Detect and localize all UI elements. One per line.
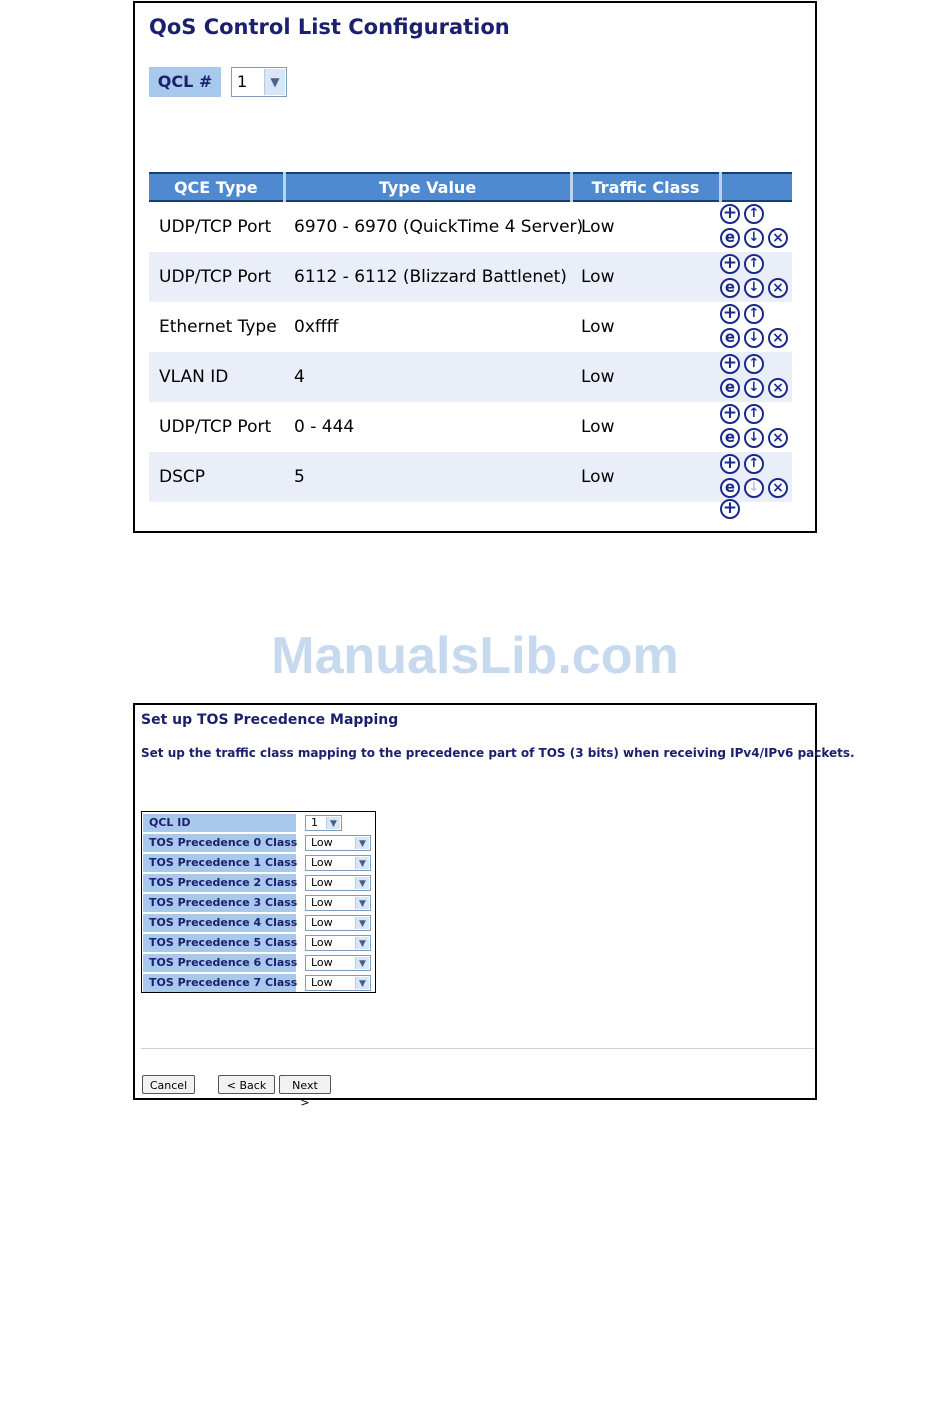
tos-precedence-class-select[interactable] xyxy=(305,955,371,971)
tos-precedence-panel xyxy=(133,703,855,1109)
qcl-id-value: 1 xyxy=(311,816,318,829)
tos-mapping-table xyxy=(141,811,376,993)
arrow-down-circle-icon[interactable]: ↓ xyxy=(744,378,764,398)
chevron-down-icon: ▼ xyxy=(355,837,369,849)
qcl-id-row xyxy=(143,813,374,833)
tos-page-title: Set up TOS Precedence Mapping xyxy=(141,712,399,728)
type-value-cell: 6112 - 6112 (Blizzard Battlenet) xyxy=(284,252,571,302)
tos-precedence-row xyxy=(143,873,374,893)
arrow-up-circle-icon[interactable]: ↑ xyxy=(744,254,764,274)
plus-circle-icon[interactable]: + xyxy=(720,204,740,224)
header-traffic-class: Traffic Class xyxy=(571,173,720,201)
qce-table-header xyxy=(149,173,792,201)
arrow-down-circle-icon[interactable]: ↓ xyxy=(744,278,764,298)
traffic-class-cell: Low xyxy=(581,217,615,237)
row-action-icons xyxy=(720,354,792,400)
tos-description: Set up the traffic class mapping to the precedence part of TOS (3 bits) when receiving IPv4/IPv6 packets. xyxy=(141,746,855,760)
row-action-icons xyxy=(720,404,792,450)
header-actions xyxy=(720,173,792,201)
qce-table-row xyxy=(149,201,792,252)
qce-type-cell: UDP/TCP Port xyxy=(159,217,272,237)
plus-circle-icon[interactable]: + xyxy=(720,254,740,274)
row-actions xyxy=(720,201,792,252)
plus-circle-icon[interactable]: + xyxy=(720,404,740,424)
chevron-down-icon: ▼ xyxy=(355,877,369,889)
tos-precedence-label: TOS Precedence 5 Class xyxy=(143,934,296,952)
tos-precedence-class-select[interactable] xyxy=(305,915,371,931)
plus-circle-icon[interactable]: + xyxy=(720,454,740,474)
row-actions xyxy=(720,402,792,452)
arrow-up-circle-icon[interactable]: ↑ xyxy=(744,304,764,324)
tos-precedence-class-value: Low xyxy=(311,916,333,929)
x-circle-icon[interactable]: × xyxy=(768,378,788,398)
plus-circle-icon[interactable]: + xyxy=(720,354,740,374)
edit-circle-icon[interactable]: e xyxy=(720,478,740,498)
row-action-icons xyxy=(720,254,792,300)
tos-precedence-class-value: Low xyxy=(311,856,333,869)
row-action-icons xyxy=(720,204,792,250)
tos-precedence-row xyxy=(143,973,374,993)
x-circle-icon[interactable]: × xyxy=(768,428,788,448)
traffic-class-cell: Low xyxy=(571,352,720,402)
tos-precedence-class-select[interactable] xyxy=(305,895,371,911)
x-circle-icon[interactable]: × xyxy=(768,328,788,348)
x-circle-icon[interactable]: × xyxy=(768,278,788,298)
qce-table-row xyxy=(149,252,792,302)
chevron-down-icon: ▼ xyxy=(326,817,340,829)
row-actions xyxy=(720,302,792,352)
page-title: QoS Control List Configuration xyxy=(149,15,510,39)
row-actions xyxy=(720,252,792,302)
separator-line xyxy=(141,1048,815,1049)
chevron-down-icon: ▼ xyxy=(264,69,285,95)
tos-precedence-row xyxy=(143,893,374,913)
header-qce-type: QCE Type xyxy=(149,173,284,201)
traffic-class-cell: Low xyxy=(571,252,720,302)
tos-precedence-class-select[interactable] xyxy=(305,975,371,991)
chevron-down-icon: ▼ xyxy=(355,937,369,949)
x-circle-icon[interactable]: × xyxy=(768,478,788,498)
tos-precedence-label: TOS Precedence 0 Class xyxy=(143,834,296,852)
qcl-id-select[interactable] xyxy=(305,815,342,831)
arrow-down-circle-icon[interactable]: ↓ xyxy=(744,328,764,348)
tos-precedence-row xyxy=(143,853,374,873)
tos-precedence-row xyxy=(143,933,374,953)
traffic-class-cell: Low xyxy=(581,317,615,337)
tos-precedence-class-value: Low xyxy=(311,896,333,909)
traffic-class-cell: Low xyxy=(571,452,720,502)
qce-table-row xyxy=(149,352,792,402)
tos-precedence-label: TOS Precedence 4 Class xyxy=(143,914,296,932)
arrow-up-circle-icon[interactable]: ↑ xyxy=(744,404,764,424)
tos-precedence-row xyxy=(143,833,374,853)
tos-precedence-label: TOS Precedence 1 Class xyxy=(143,854,296,872)
qcl-number-value: 1 xyxy=(237,72,248,91)
tos-precedence-class-select[interactable] xyxy=(305,875,371,891)
chevron-down-icon: ▼ xyxy=(355,857,369,869)
qce-type-cell: UDP/TCP Port xyxy=(159,417,272,437)
type-value-cell: 6970 - 6970 (QuickTime 4 Server) xyxy=(294,217,584,237)
plus-circle-icon[interactable]: + xyxy=(720,304,740,324)
arrow-up-circle-icon[interactable]: ↑ xyxy=(744,454,764,474)
tos-precedence-class-value: Low xyxy=(311,836,333,849)
tos-precedence-row xyxy=(143,953,374,973)
tos-precedence-class-value: Low xyxy=(311,936,333,949)
tos-precedence-row xyxy=(143,913,374,933)
tos-precedence-class-value: Low xyxy=(311,956,333,969)
tos-precedence-class-select[interactable] xyxy=(305,935,371,951)
tos-precedence-label: TOS Precedence 3 Class xyxy=(143,894,296,912)
row-action-icons xyxy=(720,454,792,500)
qce-table-row xyxy=(149,302,792,352)
chevron-down-icon: ▼ xyxy=(355,917,369,929)
qcl-number-label: QCL # xyxy=(149,67,221,97)
edit-circle-icon[interactable]: e xyxy=(720,378,740,398)
tos-precedence-class-value: Low xyxy=(311,976,333,989)
qcl-number-select[interactable] xyxy=(231,67,287,97)
qcl-id-label: QCL ID xyxy=(143,814,296,832)
x-circle-icon[interactable]: × xyxy=(768,228,788,248)
row-actions xyxy=(720,452,792,502)
traffic-class-cell: Low xyxy=(581,417,615,437)
arrow-down-circle-icon[interactable]: ↓ xyxy=(744,228,764,248)
arrow-up-circle-icon[interactable]: ↑ xyxy=(744,354,764,374)
qos-control-list-panel xyxy=(133,1,817,533)
qce-table-row xyxy=(149,402,792,452)
arrow-down-circle-icon: ↓ xyxy=(744,478,764,498)
edit-circle-icon[interactable]: e xyxy=(720,328,740,348)
edit-circle-icon[interactable]: e xyxy=(720,428,740,448)
qce-type-cell: VLAN ID xyxy=(149,352,284,402)
tos-precedence-class-select[interactable] xyxy=(305,855,371,871)
qce-table xyxy=(149,172,792,502)
type-value-cell: 5 xyxy=(284,452,571,502)
arrow-up-circle-icon[interactable]: ↑ xyxy=(744,204,764,224)
qce-type-cell: Ethernet Type xyxy=(159,317,277,337)
back-button[interactable]: < Back xyxy=(218,1075,275,1094)
arrow-down-circle-icon[interactable]: ↓ xyxy=(744,428,764,448)
tos-precedence-label: TOS Precedence 7 Class xyxy=(143,974,296,992)
type-value-cell: 4 xyxy=(284,352,571,402)
next-button[interactable]: Next > xyxy=(279,1075,331,1094)
edit-circle-icon[interactable]: e xyxy=(720,228,740,248)
cancel-button[interactable]: Cancel xyxy=(142,1075,195,1094)
chevron-down-icon: ▼ xyxy=(355,897,369,909)
header-type-value: Type Value xyxy=(284,173,571,201)
plus-circle-icon[interactable]: + xyxy=(720,499,740,519)
tos-precedence-class-value: Low xyxy=(311,876,333,889)
watermark-text: ManualsLib.com xyxy=(271,627,679,685)
qce-table-row xyxy=(149,452,792,502)
edit-circle-icon[interactable]: e xyxy=(720,278,740,298)
row-action-icons xyxy=(720,304,792,350)
row-actions xyxy=(720,352,792,402)
qce-type-cell: UDP/TCP Port xyxy=(149,252,284,302)
tos-precedence-label: TOS Precedence 6 Class xyxy=(143,954,296,972)
tos-precedence-label: TOS Precedence 2 Class xyxy=(143,874,296,892)
type-value-cell: 0 - 444 xyxy=(294,417,355,437)
qce-type-cell: DSCP xyxy=(149,452,284,502)
chevron-down-icon: ▼ xyxy=(355,957,369,969)
tos-precedence-class-select[interactable] xyxy=(305,835,371,851)
type-value-cell: 0xffff xyxy=(294,317,339,337)
chevron-down-icon: ▼ xyxy=(355,977,369,989)
